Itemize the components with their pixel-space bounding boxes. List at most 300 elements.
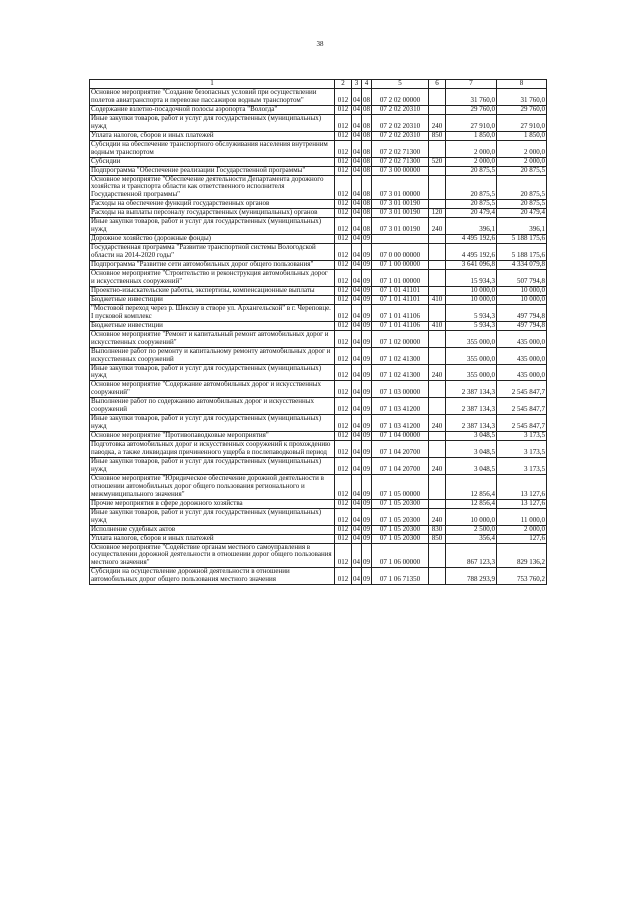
cell-target-article: 07 1 06 00000 [372, 543, 429, 568]
cell-section-code: 04 [353, 157, 360, 165]
cell-ministry-code: 012 [335, 89, 352, 106]
cell-amount-year2: 5 188 175,6 [497, 244, 547, 261]
cell-section-code: 04 [352, 89, 362, 106]
cell-amount-year1: 15 934,3 [446, 270, 497, 287]
cell-expense-type [429, 543, 446, 568]
table-row [90, 89, 547, 106]
cell-section-code: 04 [353, 105, 360, 113]
cell-expense-type: 240 [429, 218, 446, 235]
cell-target-article: 07 1 04 20700 [372, 457, 429, 474]
cell-expense-type: 240 [429, 114, 446, 131]
row-name: Основное мероприятие "Содержание автомобильных дорог и искусственных сооружений" [90, 381, 335, 398]
cell-subsection-code: 09 [362, 415, 372, 432]
table-row [90, 568, 547, 585]
cell-subsection-code: 09 [362, 381, 372, 398]
cell-subsection-code: 09 [363, 431, 370, 440]
cell-amount-year2: 435 000,0 [497, 330, 547, 347]
cell-section-code: 04 [352, 508, 362, 525]
row-name: Субсидии на обеспечение транспортного обслуживания населения внутренним водным транспортом [90, 140, 335, 157]
cell-amount-year1: 29 760,0 [446, 105, 497, 114]
cell-target-article: 07 2 02 71300 [372, 140, 429, 157]
cell-subsection-code: 08 [363, 166, 370, 174]
cell-ministry-code: 012 [335, 209, 352, 218]
cell-expense-type [429, 235, 446, 244]
cell-amount-year1: 1 850,0 [446, 131, 497, 140]
cell-expense-type: 830 [429, 525, 446, 534]
row-name: Бюджетные инвестиции [90, 321, 335, 330]
cell-subsection-code: 08 [362, 140, 372, 157]
cell-expense-type [429, 568, 446, 585]
cell-section-code: 04 [352, 543, 362, 568]
cell-ministry-code: 012 [335, 131, 352, 140]
cell-ministry-code: 012 [335, 525, 352, 534]
row-name: Выполнение работ по ремонту и капитальному ремонту автомобильных дорог и искусственных сооружений [90, 347, 335, 364]
table-row [90, 415, 547, 432]
cell-ministry-code: 012 [335, 398, 352, 415]
cell-subsection-code: 09 [362, 364, 372, 381]
row-name: Подготовка автомобильных дорог и искусственных сооружений к прохождению паводка, а также ликвидация причиненного ущерба в послепаводковый период [90, 441, 335, 458]
table-row [90, 534, 547, 543]
cell-ministry-code: 012 [335, 568, 352, 585]
row-name: Выполнение работ по содержанию автомобильных дорог и искусственных сооружений [90, 398, 335, 415]
cell-amount-year1: 4 495 192,6 [446, 235, 497, 244]
cell-target-article: 07 3 01 00000 [372, 175, 429, 200]
cell-amount-year1: 2 387 134,3 [446, 398, 497, 415]
cell-subsection-code: 09 [362, 330, 372, 347]
cell-ministry-code: 012 [335, 218, 352, 235]
cell-amount-year2: 11 000,0 [497, 508, 547, 525]
cell-section-code: 04 [353, 321, 360, 329]
cell-section-code: 04 [352, 415, 362, 432]
table-row [90, 209, 547, 218]
cell-amount-year1: 20 479,4 [446, 209, 497, 218]
cell-amount-year1: 396,1 [446, 218, 497, 235]
cell-expense-type [429, 286, 446, 295]
cell-subsection-code: 08 [362, 89, 372, 106]
cell-section-code: 04 [352, 175, 362, 200]
table-row [90, 347, 547, 364]
cell-amount-year1: 355 000,0 [446, 364, 497, 381]
cell-target-article: 07 2 02 20310 [372, 105, 429, 114]
column-header: 5 [372, 80, 429, 89]
cell-section-code: 04 [352, 381, 362, 398]
cell-amount-year2: 4 334 079,8 [497, 261, 547, 270]
cell-amount-year2: 753 760,2 [497, 568, 547, 585]
table-row [90, 499, 547, 508]
cell-ministry-code: 012 [335, 457, 352, 474]
cell-target-article: 07 1 03 41200 [372, 398, 429, 415]
cell-expense-type [429, 89, 446, 106]
cell-ministry-code: 012 [335, 140, 352, 157]
cell-expense-type [429, 499, 446, 508]
cell-expense-type: 520 [429, 157, 446, 166]
cell-amount-year1: 3 048,5 [446, 441, 497, 458]
cell-expense-type [429, 166, 446, 175]
row-name: Дорожное хозяйство (дорожные фонды) [90, 235, 335, 244]
cell-amount-year2: 829 136,2 [497, 543, 547, 568]
row-name: Иные закупки товаров, работ и услуг для государственных (муниципальных) нужд [90, 218, 335, 235]
cell-subsection-code: 09 [363, 295, 370, 303]
cell-expense-type: 240 [429, 457, 446, 474]
table-row [90, 321, 547, 330]
table-row [90, 457, 547, 474]
cell-ministry-code: 012 [335, 157, 352, 166]
cell-subsection-code: 09 [362, 543, 372, 568]
table-row [90, 218, 547, 235]
cell-amount-year2: 2 000,0 [497, 140, 547, 157]
table-row [90, 381, 547, 398]
cell-amount-year2: 2 000,0 [497, 525, 547, 534]
cell-amount-year2: 31 760,0 [497, 89, 547, 106]
cell-target-article: 07 1 04 00000 [372, 432, 429, 441]
column-header: 2 [335, 80, 352, 89]
cell-amount-year2: 1 850,0 [497, 131, 547, 140]
cell-amount-year2: 5 188 175,6 [497, 235, 547, 244]
cell-ministry-code: 012 [335, 200, 352, 209]
cell-ministry-code: 012 [335, 441, 352, 458]
cell-section-code: 04 [353, 131, 360, 139]
cell-amount-year1: 10 000,0 [446, 295, 497, 304]
cell-amount-year1: 2 387 134,3 [446, 415, 497, 432]
cell-amount-year2: 435 000,0 [497, 364, 547, 381]
cell-amount-year2: 27 910,0 [497, 114, 547, 131]
cell-section-code: 04 [353, 166, 360, 174]
cell-amount-year1: 3 641 096,8 [446, 261, 497, 270]
row-name: Прочие мероприятия в сфере дорожного хозяйства [90, 499, 335, 508]
cell-amount-year2: 13 127,6 [497, 474, 547, 499]
cell-target-article: 07 3 01 00190 [372, 218, 429, 235]
cell-target-article: 07 1 02 41300 [372, 364, 429, 381]
cell-amount-year1: 27 910,0 [446, 114, 497, 131]
cell-section-code: 04 [352, 398, 362, 415]
row-name: Основное мероприятие "Юридическое обеспечение дорожной деятельности в отношении автомобильных дорог общего пользования регионального и межмуниципального значения" [90, 474, 335, 499]
cell-amount-year2: 10 000,0 [497, 286, 547, 295]
cell-amount-year2: 20 479,4 [497, 209, 547, 218]
table-row [90, 166, 547, 175]
cell-target-article [372, 235, 429, 244]
cell-ministry-code: 012 [335, 244, 352, 261]
column-header: 8 [497, 80, 547, 89]
cell-amount-year1: 4 495 192,6 [446, 244, 497, 261]
cell-target-article: 07 2 02 00000 [372, 89, 429, 106]
cell-target-article: 07 1 02 41300 [372, 347, 429, 364]
budget-table [89, 79, 547, 585]
cell-section-code: 04 [352, 114, 362, 131]
row-name: Расходы на обеспечение функций государственных органов [90, 200, 335, 209]
cell-expense-type [429, 474, 446, 499]
row-name: Иные закупки товаров, работ и услуг для государственных (муниципальных) нужд [90, 415, 335, 432]
cell-amount-year2: 10 000,0 [497, 295, 547, 304]
row-name: Подпрограмма "Обеспечение реализации Государственной программы" [90, 166, 335, 175]
cell-expense-type: 240 [429, 364, 446, 381]
table-row [90, 175, 547, 200]
cell-amount-year1: 2 000,0 [446, 157, 497, 166]
cell-target-article: 07 1 05 00000 [372, 474, 429, 499]
cell-target-article: 07 1 03 00000 [372, 381, 429, 398]
table-row [90, 474, 547, 499]
cell-amount-year2: 2 545 847,7 [497, 398, 547, 415]
table-row [90, 105, 547, 114]
cell-ministry-code: 012 [335, 105, 352, 114]
cell-subsection-code: 08 [363, 157, 370, 165]
cell-section-code: 04 [353, 534, 360, 542]
cell-section-code: 04 [353, 286, 360, 294]
cell-section-code: 04 [353, 295, 360, 303]
cell-expense-type [429, 261, 446, 270]
row-name: Основное мероприятие "Противопаводковые мероприятия" [90, 432, 335, 441]
cell-section-code: 04 [352, 218, 362, 235]
cell-ministry-code: 012 [335, 415, 352, 432]
cell-amount-year2: 2 000,0 [497, 157, 547, 166]
cell-section-code: 04 [353, 431, 360, 440]
cell-amount-year2: 29 760,0 [497, 105, 547, 114]
cell-ministry-code: 012 [335, 270, 352, 287]
cell-amount-year1: 12 856,4 [446, 499, 497, 508]
cell-subsection-code: 09 [362, 270, 372, 287]
cell-ministry-code: 012 [335, 543, 352, 568]
cell-amount-year2: 3 173,5 [497, 441, 547, 458]
table-row [90, 244, 547, 261]
cell-ministry-code: 012 [335, 432, 352, 441]
cell-expense-type: 120 [429, 209, 446, 218]
cell-amount-year2: 507 794,8 [497, 270, 547, 287]
cell-amount-year1: 2 500,0 [446, 525, 497, 534]
cell-subsection-code: 09 [362, 304, 372, 321]
row-name: Уплата налогов, сборов и иных платежей [90, 131, 335, 140]
cell-section-code: 04 [352, 304, 362, 321]
cell-subsection-code: 09 [362, 474, 372, 499]
cell-ministry-code: 012 [335, 534, 352, 543]
cell-expense-type: 850 [429, 131, 446, 140]
cell-target-article: 07 1 04 20700 [372, 441, 429, 458]
row-name: Исполнение судебных актов [90, 525, 335, 534]
cell-ministry-code: 012 [335, 321, 352, 330]
cell-section-code: 04 [352, 474, 362, 499]
cell-expense-type [429, 304, 446, 321]
column-header: 1 [90, 80, 335, 89]
cell-expense-type [429, 398, 446, 415]
cell-section-code: 04 [352, 457, 362, 474]
cell-subsection-code: 09 [362, 457, 372, 474]
table-row [90, 261, 547, 270]
column-header: 3 [352, 80, 362, 89]
cell-expense-type: 410 [429, 321, 446, 330]
cell-amount-year1: 2 387 134,3 [446, 381, 497, 398]
row-name: Субсидии на осуществление дорожной деятельности в отношении автомобильных дорог общего пользования местного значения [90, 568, 335, 585]
row-name: Основное мероприятие "Строительство и реконструкция автомобильных дорог и искусственных сооружений" [90, 270, 335, 287]
table-row [90, 508, 547, 525]
cell-section-code: 04 [352, 244, 362, 261]
cell-expense-type: 410 [429, 295, 446, 304]
table-row [90, 157, 547, 166]
cell-section-code: 04 [352, 330, 362, 347]
table-row [90, 235, 547, 244]
table-header-row [90, 80, 547, 89]
cell-amount-year1: 5 934,3 [446, 321, 497, 330]
cell-expense-type [429, 175, 446, 200]
cell-target-article: 07 1 00 00000 [372, 261, 429, 270]
row-name: Проектно-изыскательские работы, экспертизы, компенсационные выплаты [90, 286, 335, 295]
row-name: Подпрограмма "Развитие сети автомобильных дорог общего пользования" [90, 261, 335, 270]
row-name: Иные закупки товаров, работ и услуг для государственных (муниципальных) нужд [90, 364, 335, 381]
row-name: Иные закупки товаров, работ и услуг для государственных (муниципальных) нужд [90, 457, 335, 474]
table-row [90, 432, 547, 441]
row-name: Расходы на выплаты персоналу государственных (муниципальных) органов [90, 209, 335, 218]
cell-amount-year2: 396,1 [497, 218, 547, 235]
cell-amount-year2: 2 545 847,7 [497, 381, 547, 398]
cell-target-article: 07 1 03 41200 [372, 415, 429, 432]
cell-section-code: 04 [352, 347, 362, 364]
cell-amount-year1: 10 000,0 [446, 508, 497, 525]
table-row [90, 114, 547, 131]
cell-expense-type [429, 347, 446, 364]
cell-ministry-code: 012 [335, 474, 352, 499]
cell-section-code: 04 [353, 234, 360, 243]
cell-amount-year1: 10 000,0 [446, 286, 497, 295]
row-name: Иные закупки товаров, работ и услуг для государственных (муниципальных) нужд [90, 114, 335, 131]
cell-amount-year1: 867 123,3 [446, 543, 497, 568]
table-row [90, 330, 547, 347]
cell-amount-year2: 127,6 [497, 534, 547, 543]
cell-subsection-code: 09 [362, 568, 372, 585]
cell-amount-year1: 12 856,4 [446, 474, 497, 499]
cell-target-article: 07 1 05 20300 [372, 525, 429, 534]
cell-target-article: 07 1 01 00000 [372, 270, 429, 287]
cell-target-article: 07 3 01 00190 [372, 209, 429, 218]
table-row [90, 131, 547, 140]
cell-target-article: 07 1 01 41101 [372, 295, 429, 304]
cell-section-code: 04 [352, 568, 362, 585]
cell-expense-type [429, 330, 446, 347]
cell-expense-type [429, 244, 446, 261]
cell-ministry-code: 012 [335, 114, 352, 131]
cell-subsection-code: 09 [362, 347, 372, 364]
cell-amount-year2: 20 875,5 [497, 200, 547, 209]
cell-ministry-code: 012 [335, 347, 352, 364]
row-name: Основное мероприятие "Создание безопасных условий при осуществлении полетов авиатранспорта и перевозке пассажиров водным транспортом" [90, 89, 335, 106]
cell-ministry-code: 012 [335, 499, 352, 508]
cell-ministry-code: 012 [335, 381, 352, 398]
cell-ministry-code: 012 [335, 304, 352, 321]
row-name: Основное мероприятие "Ремонт и капитальный ремонт автомобильных дорог и искусственных сооружений" [90, 330, 335, 347]
row-name: "Мостовой переход через р. Шексну в створе ул. Архангельской" в г. Череповце. I пусковой комплекс [90, 304, 335, 321]
cell-subsection-code: 08 [363, 131, 370, 139]
cell-amount-year1: 788 293,9 [446, 568, 497, 585]
cell-subsection-code: 09 [363, 260, 370, 269]
cell-expense-type [429, 270, 446, 287]
table-row [90, 364, 547, 381]
table-row [90, 140, 547, 157]
row-name: Основное мероприятие "Обеспечение деятельности Департамента дорожного хозяйства и транспорта области как ответственного исполнителя Государственной программы" [90, 175, 335, 200]
cell-section-code: 04 [353, 208, 360, 217]
row-name: Уплата налогов, сборов и иных платежей [90, 534, 335, 543]
table-row [90, 525, 547, 534]
cell-amount-year2: 2 545 847,7 [497, 415, 547, 432]
cell-target-article: 07 1 02 00000 [372, 330, 429, 347]
cell-section-code: 04 [352, 441, 362, 458]
cell-section-code: 04 [352, 364, 362, 381]
cell-target-article: 07 1 05 20300 [372, 508, 429, 525]
table-row [90, 441, 547, 458]
cell-section-code: 04 [352, 140, 362, 157]
cell-expense-type: 240 [429, 508, 446, 525]
cell-amount-year1: 355 000,0 [446, 330, 497, 347]
table-row [90, 295, 547, 304]
cell-expense-type: 850 [429, 534, 446, 543]
cell-amount-year2: 20 875,5 [497, 166, 547, 175]
cell-subsection-code: 08 [362, 175, 372, 200]
cell-section-code: 04 [353, 525, 360, 533]
cell-subsection-code: 08 [362, 114, 372, 131]
cell-target-article: 07 1 01 41106 [372, 304, 429, 321]
cell-expense-type [429, 105, 446, 114]
cell-subsection-code: 08 [363, 199, 370, 208]
cell-amount-year1: 3 048,5 [446, 457, 497, 474]
cell-expense-type [429, 381, 446, 398]
cell-amount-year1: 2 000,0 [446, 140, 497, 157]
cell-subsection-code: 08 [362, 218, 372, 235]
cell-subsection-code: 08 [363, 105, 370, 113]
cell-target-article: 07 3 00 00000 [372, 166, 429, 175]
cell-section-code: 04 [353, 199, 360, 208]
cell-ministry-code: 012 [335, 175, 352, 200]
cell-ministry-code: 012 [335, 295, 352, 304]
cell-ministry-code: 012 [335, 261, 352, 270]
page-number: 38 [316, 40, 324, 48]
cell-subsection-code: 09 [363, 286, 370, 294]
cell-subsection-code: 09 [363, 525, 370, 533]
row-name: Содержание взлетно-посадочной полосы аэропорта "Вологда" [90, 105, 335, 114]
cell-amount-year2: 20 875,5 [497, 175, 547, 200]
cell-amount-year1: 20 875,5 [446, 166, 497, 175]
cell-subsection-code: 09 [362, 508, 372, 525]
cell-target-article: 07 2 02 20310 [372, 131, 429, 140]
cell-subsection-code: 09 [363, 321, 370, 329]
table-row [90, 304, 547, 321]
cell-amount-year1: 5 934,3 [446, 304, 497, 321]
cell-expense-type [429, 140, 446, 157]
cell-target-article: 07 0 00 00000 [372, 244, 429, 261]
cell-subsection-code: 09 [363, 499, 370, 507]
cell-amount-year2: 13 127,6 [497, 499, 547, 508]
cell-expense-type [429, 441, 446, 458]
row-name: Основное мероприятие "Содействие органам местного самоуправления в осуществлении дорожной деятельности в отношении дорог общего пользования местного значения" [90, 543, 335, 568]
cell-target-article: 07 1 05 20300 [372, 499, 429, 508]
table-body [90, 89, 547, 585]
cell-subsection-code: 09 [363, 234, 370, 243]
cell-ministry-code: 012 [335, 508, 352, 525]
cell-section-code: 04 [352, 270, 362, 287]
cell-target-article: 07 1 06 71350 [372, 568, 429, 585]
cell-subsection-code: 09 [363, 534, 370, 542]
table-row [90, 270, 547, 287]
cell-ministry-code: 012 [335, 235, 352, 244]
row-name: Субсидии [90, 157, 335, 166]
cell-amount-year1: 20 875,5 [446, 175, 497, 200]
cell-amount-year2: 3 173,5 [497, 432, 547, 441]
table-row [90, 200, 547, 209]
cell-expense-type: 240 [429, 415, 446, 432]
table-row [90, 286, 547, 295]
cell-target-article: 07 3 01 00190 [372, 200, 429, 209]
cell-amount-year1: 356,4 [446, 534, 497, 543]
cell-subsection-code: 09 [362, 441, 372, 458]
row-name: Иные закупки товаров, работ и услуг для государственных (муниципальных) нужд [90, 508, 335, 525]
cell-target-article: 07 2 02 71300 [372, 157, 429, 166]
cell-subsection-code: 09 [362, 244, 372, 261]
cell-amount-year1: 31 760,0 [446, 89, 497, 106]
cell-subsection-code: 08 [363, 208, 370, 217]
